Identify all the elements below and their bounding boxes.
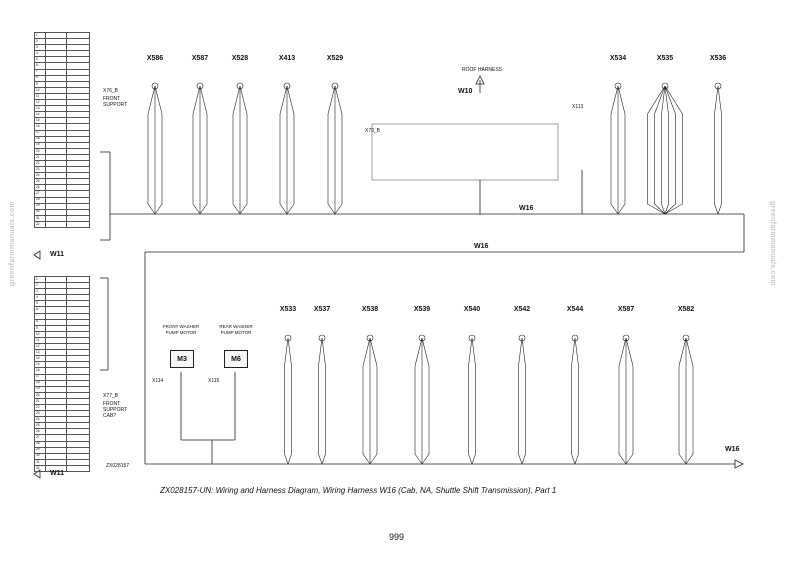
- roof-harness-label: ROOF HARNESS: [462, 67, 503, 73]
- pin-number: 24: [35, 173, 46, 179]
- motor-m6-title: REAR WASHER PUMP MOTOR: [219, 324, 253, 335]
- motor-m6-connector: X115: [208, 378, 220, 384]
- pin-number: 14: [35, 356, 46, 362]
- connector-label: X542: [513, 306, 531, 313]
- pin-number: 9: [35, 325, 46, 331]
- connector-label: X539: [413, 306, 431, 313]
- connector-label: X533: [279, 306, 297, 313]
- harness-wire: [322, 338, 326, 464]
- pin-number: 23: [35, 167, 46, 173]
- harness-wire: [718, 86, 722, 214]
- w11-top-arrow: [34, 251, 40, 259]
- harness-wire: [662, 86, 666, 214]
- pin-number: 23: [35, 411, 46, 417]
- pin-number: 22: [35, 160, 46, 166]
- connector-label: X528: [231, 55, 249, 62]
- harness-wire: [472, 338, 476, 464]
- pin-number: 26: [35, 185, 46, 191]
- connector-table-x76: [34, 32, 90, 228]
- watermark-right: greenfarmmanuals.com: [768, 201, 776, 286]
- harness-wire: [200, 86, 207, 214]
- motor-m3: M3: [170, 350, 194, 368]
- harness-wire: [335, 86, 342, 214]
- pin-number: 21: [35, 398, 46, 404]
- x77-desc: FRONT SUPPORT CAB?: [103, 401, 127, 419]
- connector-label: X544: [566, 306, 584, 313]
- pin-number: 20: [35, 392, 46, 398]
- w11-top-label: W11: [50, 251, 65, 258]
- harness-wire: [686, 338, 693, 464]
- pin-number: 10: [35, 331, 46, 337]
- pin-number: 12: [35, 344, 46, 350]
- connector-label: X534: [609, 55, 627, 62]
- connector-label: X535: [656, 55, 674, 62]
- harness-wire: [148, 86, 155, 214]
- connector-label: X587: [191, 55, 209, 62]
- pin-number: 16: [35, 124, 46, 130]
- w10-label: W10: [458, 88, 473, 95]
- page-number: 999: [389, 532, 405, 542]
- harness-wire: [655, 86, 666, 214]
- harness-wire: [665, 86, 676, 214]
- harness-wire: [665, 86, 669, 214]
- pin-number: 27: [35, 435, 46, 441]
- connector-label: X537: [313, 306, 331, 313]
- harness-wire: [415, 338, 422, 464]
- harness-wire: [626, 338, 633, 464]
- figure-caption: ZX028157-UN: Wiring and Harness Diagram, Wiring Harness W16 (Cab, NA, Shuttle Shift Transmission), Part 1: [160, 486, 557, 495]
- harness-wire: [522, 338, 526, 464]
- pin-number: 28: [35, 441, 46, 447]
- harness-wire: [280, 86, 287, 214]
- pin-number: 24: [35, 417, 46, 423]
- harness-wire: [193, 86, 200, 214]
- pin-number: 32: [35, 465, 46, 471]
- pin-number: 30: [35, 453, 46, 459]
- connector-table-x77: [34, 276, 90, 472]
- harness-wire: [285, 338, 289, 464]
- x76-desc: FRONT SUPPORT: [103, 96, 128, 108]
- w16-middle-label: W16: [474, 243, 489, 250]
- table-row: [35, 221, 90, 227]
- harness-wire: [155, 86, 162, 214]
- motor-m3-connector: X114: [152, 378, 164, 384]
- pin-number: 18: [35, 136, 46, 142]
- connector-label: X413: [278, 55, 296, 62]
- pin-number: 14: [35, 112, 46, 118]
- pin-number: 19: [35, 386, 46, 392]
- harness-wire: [319, 338, 323, 464]
- pin-number: 6: [35, 307, 46, 313]
- pin-number: 31: [35, 459, 46, 465]
- pin-number: 17: [35, 130, 46, 136]
- pin-number: 4: [35, 295, 46, 301]
- motor-m3-title: FRONT WASHER PUMP MOTOR: [162, 324, 200, 335]
- harness-wire: [328, 86, 335, 214]
- circuit-cell: [67, 221, 90, 227]
- pin-number: 22: [35, 404, 46, 410]
- harness-wire: [370, 338, 377, 464]
- pin-number: 13: [35, 350, 46, 356]
- w16-right-arrow: [735, 460, 743, 468]
- pin-number: 30: [35, 209, 46, 215]
- pin-number: 8: [35, 75, 46, 81]
- harness-wire: [575, 338, 579, 464]
- pin-number: 31: [35, 215, 46, 221]
- pin-number: 28: [35, 197, 46, 203]
- pin-number: 32: [35, 221, 46, 227]
- connector-label: X536: [709, 55, 727, 62]
- pin-number: 19: [35, 142, 46, 148]
- pin-number: 3: [35, 289, 46, 295]
- x76-name: X76_B: [103, 88, 119, 94]
- pin-number: 9: [35, 81, 46, 87]
- connector-label: X587: [617, 306, 635, 313]
- harness-wire: [618, 86, 625, 214]
- pin-number: 29: [35, 203, 46, 209]
- pin-number: 25: [35, 179, 46, 185]
- pin-number: 15: [35, 362, 46, 368]
- harness-wire: [679, 338, 686, 464]
- pin-number: 21: [35, 154, 46, 160]
- wire-cell: [46, 221, 67, 227]
- w16-upper-label: W16: [519, 205, 534, 212]
- x113-name: X113: [572, 104, 584, 110]
- connector-label: X538: [361, 306, 379, 313]
- connector-label: X586: [146, 55, 164, 62]
- pin-number: 20: [35, 148, 46, 154]
- harness-wire: [233, 86, 240, 214]
- pin-number: 5: [35, 57, 46, 63]
- x79-name: X79_B: [365, 128, 381, 134]
- pin-number: 6: [35, 63, 46, 69]
- pin-number: 26: [35, 429, 46, 435]
- connector-label: X582: [677, 306, 695, 313]
- x77-name: X77_B: [103, 393, 119, 399]
- harness-wire: [619, 338, 626, 464]
- pin-number: 12: [35, 100, 46, 106]
- pin-number: 3: [35, 45, 46, 51]
- harness-wire: [611, 86, 618, 214]
- pin-number: 2: [35, 39, 46, 45]
- pin-number: 16: [35, 368, 46, 374]
- pin-number: 17: [35, 374, 46, 380]
- x79-block: [372, 124, 558, 180]
- figure-id-label: ZX028157: [106, 463, 130, 469]
- pin-number: 1: [35, 277, 46, 283]
- pin-number: 11: [35, 337, 46, 343]
- w16-right-label: W16: [725, 446, 740, 453]
- pin-number: 29: [35, 447, 46, 453]
- pin-number: 1: [35, 33, 46, 39]
- pin-number: 18: [35, 380, 46, 386]
- harness-wire: [519, 338, 523, 464]
- watermark-left: greenfarmmanuals.com: [8, 201, 16, 286]
- pin-number: 10: [35, 87, 46, 93]
- pin-number: 7: [35, 69, 46, 75]
- pin-number: 15: [35, 118, 46, 124]
- connector-label: X529: [326, 55, 344, 62]
- harness-wire: [287, 86, 294, 214]
- pin-number: 8: [35, 319, 46, 325]
- pin-number: 11: [35, 93, 46, 99]
- w11-bottom-label: W11: [50, 470, 65, 477]
- motor-m6: M6: [224, 350, 248, 368]
- pin-number: 2: [35, 283, 46, 289]
- harness-wire: [715, 86, 719, 214]
- harness-wire: [288, 338, 292, 464]
- pin-number: 4: [35, 51, 46, 57]
- pin-number: 5: [35, 301, 46, 307]
- harness-wire: [422, 338, 429, 464]
- connector-label: X540: [463, 306, 481, 313]
- harness-wire: [363, 338, 370, 464]
- harness-wire: [469, 338, 473, 464]
- pin-number: 7: [35, 313, 46, 319]
- pin-number: 25: [35, 423, 46, 429]
- circuit-cell: [67, 465, 90, 471]
- harness-wire: [240, 86, 247, 214]
- pin-number: 13: [35, 106, 46, 112]
- harness-wire: [572, 338, 576, 464]
- pin-number: 27: [35, 191, 46, 197]
